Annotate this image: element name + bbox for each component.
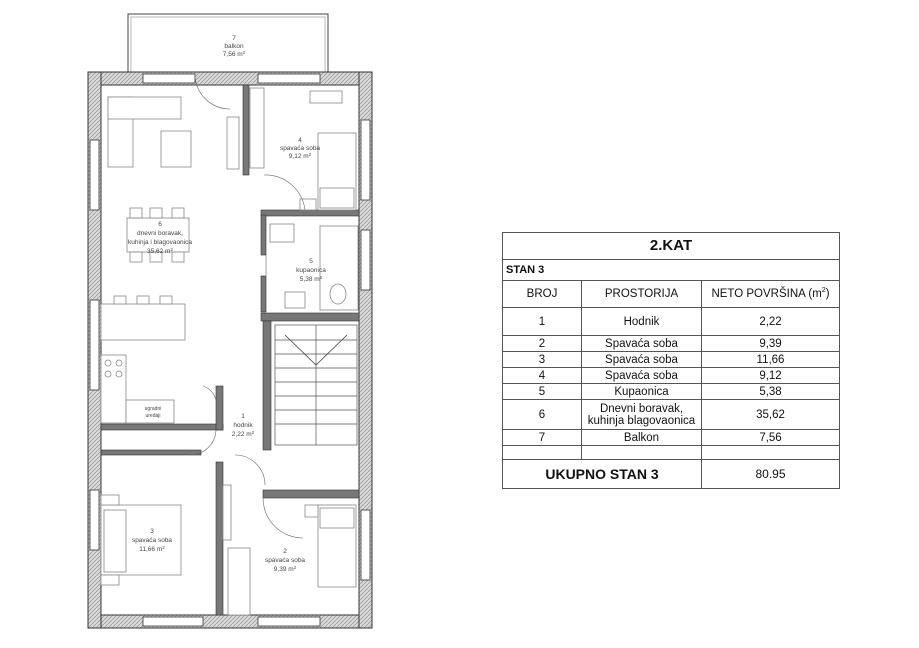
room-num: 5 <box>309 258 313 265</box>
row-room: Spavaća soba <box>582 352 702 368</box>
room-area: 35,62 $m^2$ <box>146 247 174 255</box>
room-label-hallway <box>232 413 255 438</box>
apartment-label: STAN 3 <box>503 260 840 281</box>
total-label: UKUPNO STAN 3 <box>503 460 702 489</box>
row-room: Dnevni boravak, kuhinja blagovaonica <box>582 400 702 430</box>
table-total-row <box>503 460 840 489</box>
room-name-1: dnevni boravak, <box>137 230 183 237</box>
table-row <box>503 384 840 400</box>
table-row <box>503 336 840 352</box>
room-name: spavaća soba <box>131 537 173 544</box>
row-area: 9,12 <box>702 368 840 384</box>
room-area: 5,38 $m^2$ <box>299 275 323 283</box>
table-empty-row <box>503 446 840 460</box>
row-area: 2,22 <box>702 308 840 336</box>
row-num: 5 <box>503 384 582 400</box>
room-area: 2,22 $m^2$ <box>231 430 255 438</box>
row-num: 6 <box>503 400 582 430</box>
table-row <box>503 308 840 336</box>
row-area: 35,62 <box>702 400 840 430</box>
room-label-bedroom-2 <box>265 548 305 573</box>
row-num: 7 <box>503 430 582 446</box>
header-room: PROSTORIJA <box>582 281 702 308</box>
room-num: 4 <box>298 137 302 144</box>
room-area: 9,12 $m^2$ <box>288 152 312 160</box>
room-area: 7,56 $m^2$ <box>222 50 246 58</box>
room-area: 9,39 $m^2$ <box>273 565 297 573</box>
header-num: BROJ <box>503 281 582 308</box>
table-row <box>503 368 840 384</box>
room-name: spavaća soba <box>279 145 321 152</box>
row-area: 5,38 <box>702 384 840 400</box>
bedroom3-furniture <box>101 485 231 585</box>
area-table <box>502 232 840 489</box>
row-area: 7,56 <box>702 430 840 446</box>
row-room: Spavaća soba <box>582 368 702 384</box>
row-num: 2 <box>503 336 582 352</box>
row-room: Spavaća soba <box>582 336 702 352</box>
table-title-row <box>503 233 840 260</box>
appliances-label <box>145 406 162 419</box>
staircase <box>275 325 357 445</box>
room-num: 6 <box>158 221 162 228</box>
room-name: balkon <box>224 43 244 50</box>
row-room: Kupaonica <box>582 384 702 400</box>
row-area: 11,66 <box>702 352 840 368</box>
total-value: 80.95 <box>702 460 840 489</box>
room-name: kupaonica <box>296 267 326 274</box>
appliances-line2: uređaji <box>145 413 161 419</box>
room-num: 3 <box>150 528 154 535</box>
table-title: 2.KAT <box>503 233 840 260</box>
room-name-2: kuhinja i blagovaonica <box>128 239 192 246</box>
row-num: 1 <box>503 308 582 336</box>
room-num: 1 <box>241 413 245 420</box>
room-area: 11,66 $m^2$ <box>139 545 165 553</box>
appliances-line1: ugradni <box>144 406 162 412</box>
header-area: NETO POVRŠINA $(m^2)$ <box>702 281 840 308</box>
room-label-bedroom-4 <box>280 137 320 160</box>
table-row <box>503 400 840 430</box>
row-num: 4 <box>503 368 582 384</box>
room-name: spavaća soba <box>264 557 306 564</box>
apartment-row <box>503 260 840 281</box>
table-row <box>503 430 840 446</box>
table-header-row <box>503 281 840 308</box>
row-room: Balkon <box>582 430 702 446</box>
row-area: 9,39 <box>702 336 840 352</box>
living-furniture <box>101 97 239 423</box>
table-row <box>503 352 840 368</box>
row-room: Hodnik <box>582 308 702 336</box>
room-name: hodnik <box>233 422 253 429</box>
room-num: 7 <box>232 35 236 42</box>
room-num: 2 <box>283 548 287 555</box>
row-num: 3 <box>503 352 582 368</box>
